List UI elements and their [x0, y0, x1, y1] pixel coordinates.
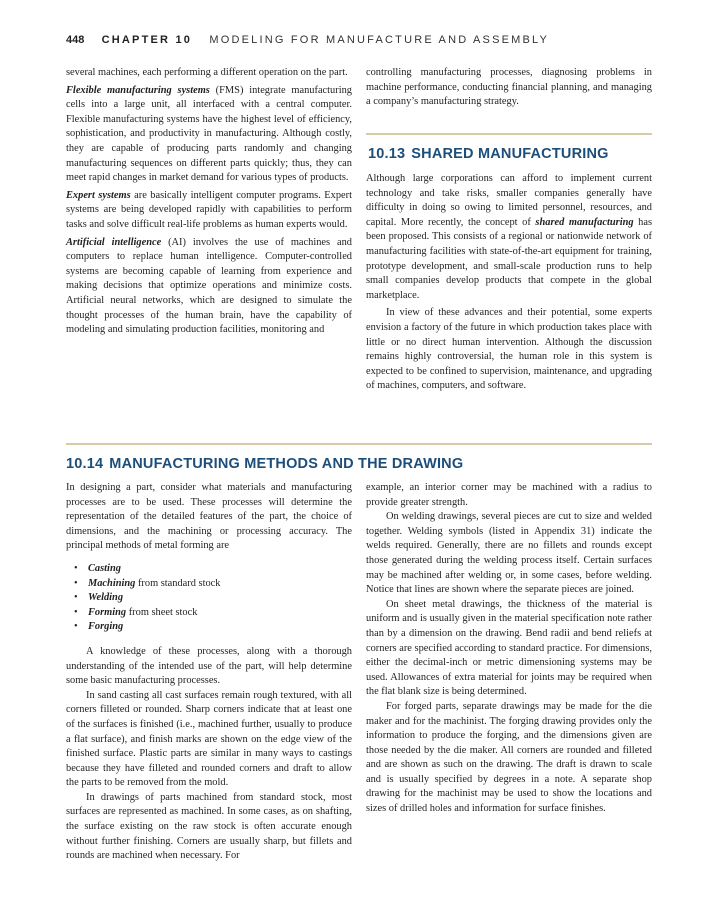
page-number: 448	[66, 34, 85, 46]
paragraph: example, an interior corner may be machined with a radius to provide greater strength.	[366, 482, 652, 508]
paragraph: A knowledge of these processes, along with a thorough understanding of the intended use of the part, will help determine some basic manufacturing processes.	[66, 645, 352, 687]
list-item	[88, 577, 352, 592]
list-item	[88, 620, 352, 635]
paragraph-text: (AI) involves the use of machines and computers to replace human intelligence. Computer-controlled systems are becoming capable of learning from experience and making decisions that optimize operations and minimize costs. Artificial neural networks, which are designed to simulate the thought processes of the human brain, have the capability of modeling and simulating production facilities, monitoring and	[66, 236, 352, 336]
term: Welding	[88, 592, 124, 604]
section-number: 10.14	[66, 456, 104, 472]
paragraph: In sand casting all cast surfaces remain rough textured, with all corners filleted or rounded. Sharp corners indicate that at least one of the surfaces is finished (i.e., machined further, usually to produce a flat surface), and finish marks are shown on the edge view of the finished surface. Plastic parts are similar in many ways to castings because they have filleted and rounded corners and draft to allow the parts to be removed from the mold.	[66, 689, 352, 789]
term: Casting	[88, 562, 121, 574]
paragraph-ai	[66, 236, 352, 338]
paragraph: For forged parts, separate drawings may be made for the die maker and for the machinist. The forging drawing provides only the information to produce the forging, and the dimensions given are those needed by the die maker. All corners are rounded and filleted and are shown as such on the drawing. The draft is drawn to scale and is usually specified by degrees in a note. A separate shop drawing for the machinist may be used to show the locations and sizes of drilled holes and information for surface finishes.	[366, 700, 652, 815]
list-item	[88, 591, 352, 606]
term: Forming	[88, 606, 127, 618]
chapter-label: CHAPTER 10	[101, 34, 193, 46]
section-heading-10-13	[368, 146, 609, 162]
term: Expert systems	[66, 189, 131, 201]
left-column-bottom	[66, 481, 352, 864]
paragraph: On welding drawings, several pieces are cut to size and welded together. Welding symbols (listed in Appendix 31) indicate the welds required. Generally, there are no fillets and rounds except those generated during the welding process itself. Certain surfaces may be machined after welding or, in some cases, before welding. Notice that lines are shown where the separate pieces are joined.	[366, 511, 652, 596]
chapter-title: MODELING FOR MANUFACTURE AND ASSEMBLY	[209, 34, 550, 46]
term: shared manufacturing	[535, 216, 634, 228]
term: Artificial intelligence	[66, 236, 162, 248]
right-column-shared-manufacturing	[366, 172, 652, 394]
term: Forging	[88, 621, 124, 633]
right-column-top	[366, 66, 652, 113]
section-title: MANUFACTURING METHODS AND THE DRAWING	[109, 456, 464, 472]
paragraph: In drawings of parts machined from standard stock, most surfaces are represented as machined. In some cases, as on shafting, the surface existing on the raw stock is often accurate enough without further finishing. Corners are usually sharp, but fillets and rounds are machined when necessary. For	[66, 791, 352, 862]
paragraph-expert-systems	[66, 189, 352, 233]
left-column-top	[66, 66, 352, 341]
paragraph-fms	[66, 84, 352, 186]
section-number: 10.13	[368, 146, 406, 162]
paragraph-text: (FMS) integrate manufacturing cells into a large unit, all interfaced with a central computer. Flexible manufacturing systems have the highest level of efficiency, sophistication, and productivity in manufacturing. Although costly, they are capable of producing parts randomly and changing manufacturing sequences on different parts quickly; thus, they can meet rapid changes in market demand for various types of products.	[66, 84, 352, 184]
paragraph: On sheet metal drawings, the thickness of the material is uniform and is usually given in the material specification note rather than by a dimension on the drawing. Bend radii and bend reliefs at corners are specified according to standard practice. For dimensions, either the decimal-inch or metric dimensioning systems may be used. Allowances of extra material for joints may be required when the flat blank size is being determined.	[366, 598, 652, 698]
list-item	[88, 606, 352, 621]
paragraph-text: Although large corporations can afford to implement current technology and take risks, smaller companies generally have difficulty in doing so owing to limited personnel, resources, and capital. More recently, the concept of	[366, 173, 652, 228]
section-divider	[66, 443, 652, 445]
paragraph: controlling manufacturing processes, diagnosing problems in machine performance, conducting financial planning, and managing a company’s manufacturing strategy.	[366, 67, 652, 108]
paragraph: In designing a part, consider what materials and manufacturing processes are to be used. These processes will determine the representation of the detailed features of the part, the choice of dimensions, and the machining or processing accuracy. The principal methods of metal forming are	[66, 482, 352, 552]
forming-methods-list	[66, 562, 352, 635]
section-heading-10-14	[66, 456, 463, 472]
section-divider	[366, 133, 652, 135]
list-item-text: from sheet stock	[126, 606, 198, 618]
paragraph: several machines, each performing a different operation on the part.	[66, 67, 348, 78]
paragraph: In view of these advances and their potential, some experts envision a factory of the future in which production takes place with little or no direct human intervention. Although the discussion remains highly controversial, the human role in this system is expected to be confined to supervision, maintenance, and upgrading of machines, computers, and software.	[366, 307, 652, 392]
paragraph-shared	[366, 172, 652, 303]
right-column-bottom	[366, 481, 652, 817]
paragraph-text: are basically intelligent computer programs. Expert systems are being developed rapidly with capabilities to perform tasks and solve difficult real-life problems as human experts would.	[66, 189, 352, 230]
running-header	[66, 34, 656, 46]
section-title: SHARED MANUFACTURING	[411, 146, 609, 162]
term: Flexible manufacturing systems	[66, 84, 210, 96]
term: Machining	[88, 577, 136, 589]
list-item	[88, 562, 352, 577]
list-item-text: from standard stock	[135, 577, 221, 589]
paragraph-text: has been proposed. This consists of a regional or nationwide network of manufacturing facilities with state-of-the-art equipment for training, prototype development, and small-scale production runs to help small companies develop products that compete in the global marketplace.	[366, 216, 653, 301]
